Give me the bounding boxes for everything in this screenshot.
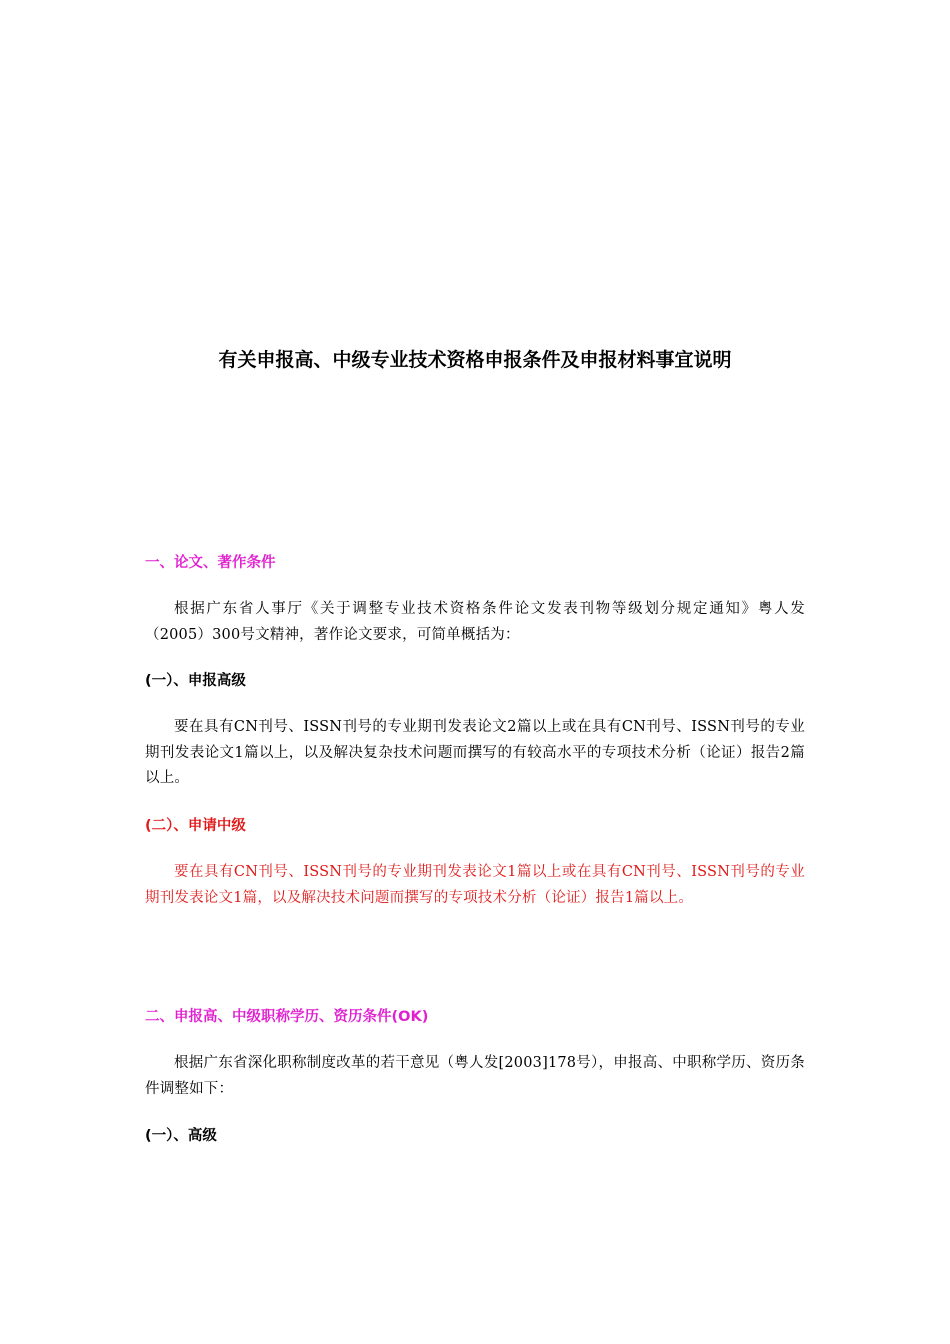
subsection-heading-senior: (一）、申报高级 (145, 673, 246, 689)
subsection-heading-senior-level: (一）、高级 (145, 1128, 217, 1144)
subsection-text-intermediate: 要在具有CN刊号、ISSN刊号的专业期刊发表论文1篇以上或在具有CN刊号、ISSN刊号的专业期刊发表论文1篇，以及解决技术问题而撰写的专项技术分析（论证）报告1篇以上。 (145, 864, 805, 906)
section-heading-papers: 一、论文、著作条件 (145, 555, 276, 571)
document-title: 有关申报高、中级专业技术资格申报条件及申报材料事宜说明 (218, 349, 732, 371)
section-intro-qualifications: 根据广东省深化职称制度改革的若干意见（粤人发[2003]178号），申报高、中职称学历、资历条件调整如下： (145, 1055, 805, 1097)
section-heading-qualifications: 二、申报高、中级职称学历、资历条件(OK) (145, 1009, 429, 1025)
section-intro-papers: 根据广东省人事厅《关于调整专业技术资格条件论文发表刊物等级划分规定通知》粤人发（2005）300号文精神，著作论文要求，可简单概括为： (145, 601, 805, 643)
subsection-heading-intermediate: (二）、申请中级 (145, 818, 246, 834)
subsection-text-senior: 要在具有CN刊号、ISSN刊号的专业期刊发表论文2篇以上或在具有CN刊号、ISSN刊号的专业期刊发表论文1篇以上，以及解决复杂技术问题而撰写的有较高水平的专项技术分析（论证）报告2篇以上。 (145, 719, 805, 786)
